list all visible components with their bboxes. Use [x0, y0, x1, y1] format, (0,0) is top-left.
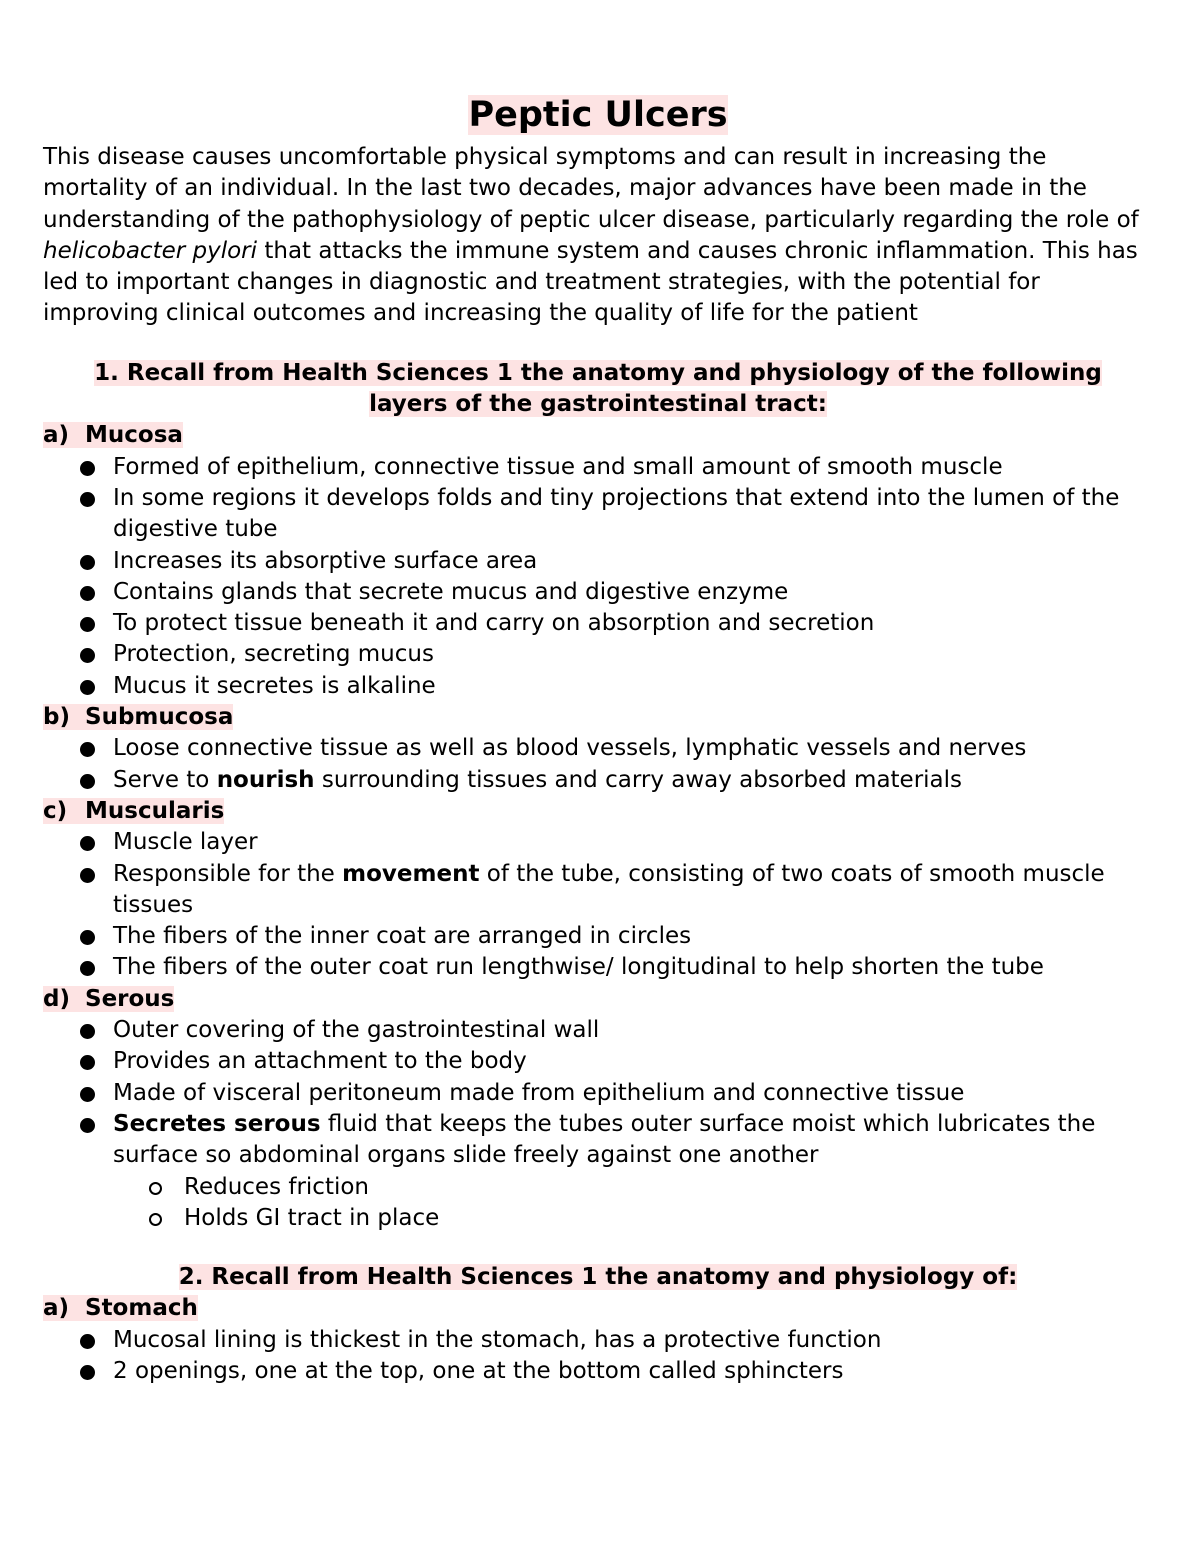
intro-italic-term: helicobacter pylori [43, 237, 258, 264]
sub-list-item: Holds GI tract in place [184, 1203, 1153, 1234]
sub-list-item: Reduces friction [184, 1172, 1153, 1203]
list-item: The fibers of the outer coat run lengthwise/ longitudinal to help shorten the tube [113, 952, 1153, 983]
intro-paragraph [43, 142, 1153, 330]
list-item: To protect tissue beneath it and carry on absorption and secretion [113, 608, 1153, 639]
intro-text-part1: This disease causes uncomfortable physical symptoms and can result in increasing the mortality of an individual. In the last two decades, major advances have been made in the understanding of the pathophysiology of peptic ulcer disease, particularly regarding the role of [43, 144, 1139, 233]
title-text: Peptic Ulcers [468, 95, 728, 135]
document-page [43, 92, 1153, 1387]
mucosa-list [43, 452, 1153, 702]
list-item: 2 openings, one at the top, one at the bottom called sphincters [113, 1356, 1153, 1387]
list-item: Contains glands that secrete mucus and digestive enzyme [113, 577, 1153, 608]
muscularis-list [43, 827, 1153, 983]
list-item: Made of visceral peritoneum made from epithelium and connective tissue [113, 1078, 1153, 1109]
serous-label: Serous [85, 985, 175, 1012]
list-item: Provides an attachment to the body [113, 1046, 1153, 1077]
muscularis-label: Muscularis [85, 797, 225, 824]
list-item: In some regions it develops folds and tiny projections that extend into the lumen of the digestive tube [113, 483, 1153, 546]
serous-sublist [113, 1172, 1153, 1235]
intro-text-part2: that attacks the immune system and causes chronic inflammation. This has led to important changes in diagnostic and treatment strategies, with the potential for improving clinical outcomes and increasing the quality of life for the patient [43, 237, 1138, 327]
serous-list [43, 1015, 1153, 1234]
mucosa-label: Mucosa [85, 422, 183, 449]
list-item: Outer covering of the gastrointestinal wall [113, 1015, 1153, 1046]
submucosa-label: Submucosa [85, 704, 234, 731]
list-item: The fibers of the inner coat are arranged in circles [113, 921, 1153, 952]
section1-heading-line1: 1. Recall from Health Sciences 1 the anatomy and physiology of the following [94, 359, 1102, 386]
serous-letter: d) [43, 985, 70, 1012]
list-item: Responsible for the movement of the tube, consisting of two coats of smooth muscle tissues [113, 859, 1153, 922]
submucosa-letter: b) [43, 704, 70, 731]
page-title [43, 92, 1153, 138]
list-item: Mucosal lining is thickest in the stomach, has a protective function [113, 1325, 1153, 1356]
mucosa-letter: a) [43, 422, 70, 449]
stomach-label: Stomach [85, 1295, 198, 1322]
list-item: Secretes serous fluid that keeps the tubes outer surface moist which lubricates the surface so abdominal organs slide freely against one another Reduces friction Holds GI tract in place [113, 1109, 1153, 1234]
subheading-mucosa [43, 420, 1153, 451]
list-item: Formed of epithelium, connective tissue and small amount of smooth muscle [113, 452, 1153, 483]
list-item: Muscle layer [113, 827, 1153, 858]
list-item: Serve to nourish surrounding tissues and carry away absorbed materials [113, 765, 1153, 796]
list-item: Loose connective tissue as well as blood vessels, lymphatic vessels and nerves [113, 733, 1153, 764]
list-item: Protection, secreting mucus [113, 639, 1153, 670]
stomach-list [43, 1325, 1153, 1388]
subheading-stomach [43, 1293, 1153, 1324]
subheading-muscularis [43, 796, 1153, 827]
stomach-letter: a) [43, 1295, 70, 1322]
subheading-serous [43, 984, 1153, 1015]
section1-heading [43, 358, 1153, 421]
bold-term-nourish: nourish [216, 766, 315, 793]
muscularis-letter: c) [43, 797, 68, 824]
subheading-submucosa [43, 702, 1153, 733]
list-item: Mucus it secretes is alkaline [113, 671, 1153, 702]
bold-term-movement: movement [342, 860, 480, 887]
section1-heading-line2: layers of the gastrointestinal tract: [369, 391, 827, 418]
list-item: Increases its absorptive surface area [113, 546, 1153, 577]
submucosa-list [43, 733, 1153, 796]
section2-heading [43, 1262, 1153, 1293]
section2-heading-text: 2. Recall from Health Sciences 1 the anatomy and physiology of: [178, 1264, 1018, 1291]
bold-term-secretes-serous: Secretes serous [113, 1110, 321, 1137]
